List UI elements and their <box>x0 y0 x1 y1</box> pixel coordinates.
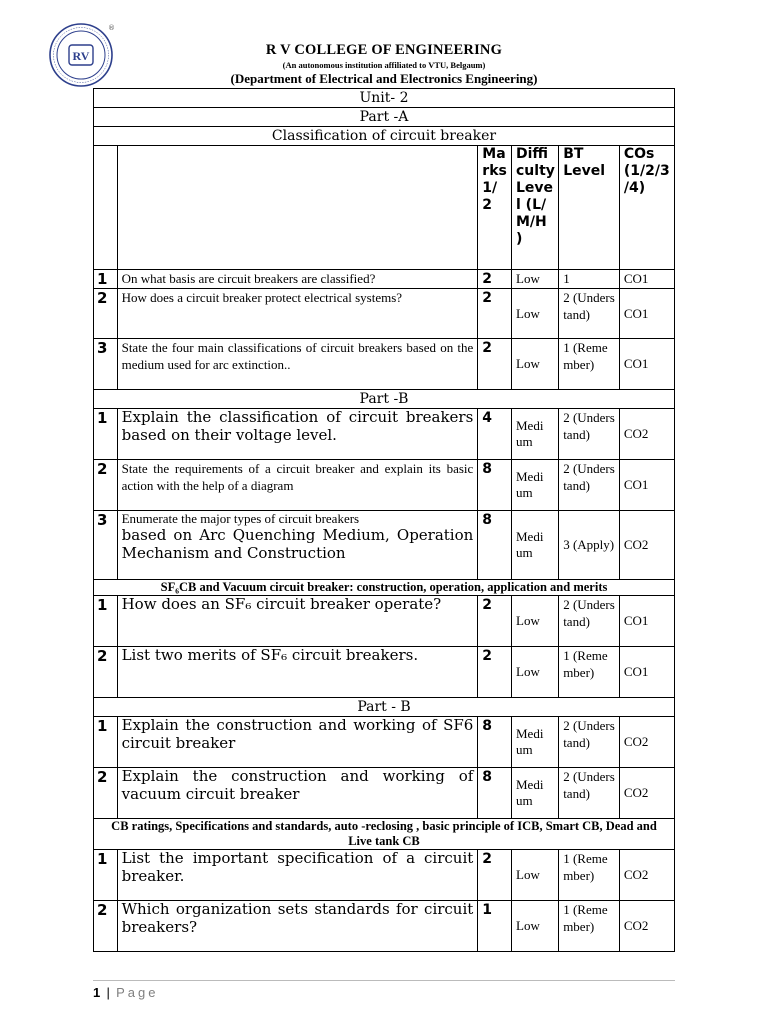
difficulty: Medi um <box>512 768 559 819</box>
course-outcome: CO2 <box>619 768 674 819</box>
question-text: List two merits of SF₆ circuit breakers. <box>117 647 478 698</box>
bt-level: 2 (Unders tand) <box>559 596 620 647</box>
marks: 2 <box>478 339 512 390</box>
question-text: How does an SF₆ circuit breaker operate? <box>117 596 478 647</box>
question-text: How does a circuit breaker protect electrical systems? <box>117 289 478 339</box>
difficulty: Low <box>512 850 559 901</box>
difficulty: Low <box>512 647 559 698</box>
question-number: 1 <box>94 717 118 768</box>
marks: 8 <box>478 717 512 768</box>
registered-mark: ® <box>108 24 115 32</box>
difficulty: Low <box>512 289 559 339</box>
question-number: 1 <box>94 596 118 647</box>
bt-level: 1 <box>559 270 620 289</box>
question-text: On what basis are circuit breakers are classified? <box>117 270 478 289</box>
part-b-title: Part -B <box>94 390 675 409</box>
column-header-row <box>94 146 675 270</box>
question-number: 2 <box>94 460 118 511</box>
marks: 8 <box>478 511 512 580</box>
course-outcome: CO2 <box>619 511 674 580</box>
course-outcome: CO2 <box>619 409 674 460</box>
table-row <box>94 717 675 768</box>
section-title: CB ratings, Specifications and standards, auto -reclosing , basic principle of ICB, Smart CB, Dead and Live tank CB <box>94 819 675 850</box>
question-text: Explain the construction and working of SF6 circuit breaker <box>117 717 478 768</box>
section-title: SF₆CB and Vacuum circuit breaker: construction, operation, application and merits <box>94 580 675 596</box>
table-row <box>94 850 675 901</box>
part-b-title: Part - B <box>94 698 675 717</box>
question-text: List the important specification of a circuit breaker. <box>117 850 478 901</box>
course-outcome: CO2 <box>619 901 674 952</box>
marks: 8 <box>478 768 512 819</box>
bt-level: 2 (Unders tand) <box>559 409 620 460</box>
course-outcome: CO1 <box>619 596 674 647</box>
bt-level: 1 (Reme mber) <box>559 647 620 698</box>
marks: 2 <box>478 289 512 339</box>
unit-title: Unit- 2 <box>94 89 675 108</box>
course-outcome: CO2 <box>619 717 674 768</box>
difficulty: Low <box>512 339 559 390</box>
page-label: Page <box>116 985 159 1000</box>
table-row <box>94 270 675 289</box>
department: (Department of Electrical and Electronics Engineering) <box>230 71 538 86</box>
cos-header: COs (1/2/3 /4) <box>619 146 674 270</box>
table-row <box>94 289 675 339</box>
difficulty: Medi um <box>512 717 559 768</box>
table-row <box>94 460 675 511</box>
bt-level: 1 (Reme mber) <box>559 850 620 901</box>
question-number: 3 <box>94 511 118 580</box>
table-row <box>94 511 675 580</box>
difficulty: Low <box>512 270 559 289</box>
difficulty: Low <box>512 901 559 952</box>
part-a-title: Part -A <box>94 108 675 127</box>
question-bank-table <box>93 88 675 952</box>
question-number: 3 <box>94 339 118 390</box>
table-row <box>94 409 675 460</box>
marks-header: Ma rks 1/ 2 <box>478 146 512 270</box>
table-row <box>94 901 675 952</box>
bt-level: 2 (Unders tand) <box>559 717 620 768</box>
college-name: R V COLLEGE OF ENGINEERING <box>265 42 503 58</box>
difficulty: Medi um <box>512 409 559 460</box>
marks: 2 <box>478 647 512 698</box>
bt-level: 2 (Unders tand) <box>559 768 620 819</box>
page-footer <box>93 980 675 1001</box>
question-number: 1 <box>94 850 118 901</box>
difficulty: Medi um <box>512 460 559 511</box>
table-row <box>94 596 675 647</box>
question-number: 1 <box>94 270 118 289</box>
difficulty: Low <box>512 596 559 647</box>
bt-level: 2 (Unders tand) <box>559 289 620 339</box>
bt-level: 1 (Reme mber) <box>559 339 620 390</box>
bt-level: 3 (Apply) <box>559 511 620 580</box>
question-text: Which organization sets standards for circuit breakers? <box>117 901 478 952</box>
marks: 1 <box>478 901 512 952</box>
question-number: 2 <box>94 289 118 339</box>
question-text: Explain the construction and working of vacuum circuit breaker <box>117 768 478 819</box>
question-text: State the requirements of a circuit breaker and explain its basic action with the help of a diagram <box>117 460 478 511</box>
course-outcome: CO1 <box>619 270 674 289</box>
question-text: Enumerate the major types of circuit breakers based on Arc Quenching Medium, Operation Mechanism and Construction <box>117 511 478 580</box>
bt-level: 2 (Unders tand) <box>559 460 620 511</box>
marks: 4 <box>478 409 512 460</box>
marks: 2 <box>478 596 512 647</box>
course-outcome: CO2 <box>619 850 674 901</box>
course-outcome: CO1 <box>619 289 674 339</box>
table-row <box>94 339 675 390</box>
page-number: 1 <box>93 985 101 1000</box>
course-outcome: CO1 <box>619 647 674 698</box>
marks: 2 <box>478 850 512 901</box>
bt-level-header: BT Level <box>559 146 620 270</box>
question-number: 1 <box>94 409 118 460</box>
difficulty: Medi um <box>512 511 559 580</box>
bt-level: 1 (Reme mber) <box>559 901 620 952</box>
marks: 2 <box>478 270 512 289</box>
topic-title: Classification of circuit breaker <box>94 127 675 146</box>
course-outcome: CO1 <box>619 460 674 511</box>
table-row <box>94 647 675 698</box>
difficulty-header: Diffi culty Leve l (L/ M/H ) <box>512 146 559 270</box>
table-row <box>94 768 675 819</box>
page-separator: | <box>106 985 110 1000</box>
question-number: 2 <box>94 901 118 952</box>
affiliation: (An autonomous institution affiliated to VTU, Belgaum) <box>282 60 486 70</box>
question-number: 2 <box>94 647 118 698</box>
course-outcome: CO1 <box>619 339 674 390</box>
question-text: Explain the classification of circuit breakers based on their voltage level. <box>117 409 478 460</box>
question-text: State the four main classifications of circuit breakers based on the medium used for arc extinction.. <box>117 339 478 390</box>
logo-text: RV <box>72 49 90 63</box>
question-number: 2 <box>94 768 118 819</box>
marks: 8 <box>478 460 512 511</box>
